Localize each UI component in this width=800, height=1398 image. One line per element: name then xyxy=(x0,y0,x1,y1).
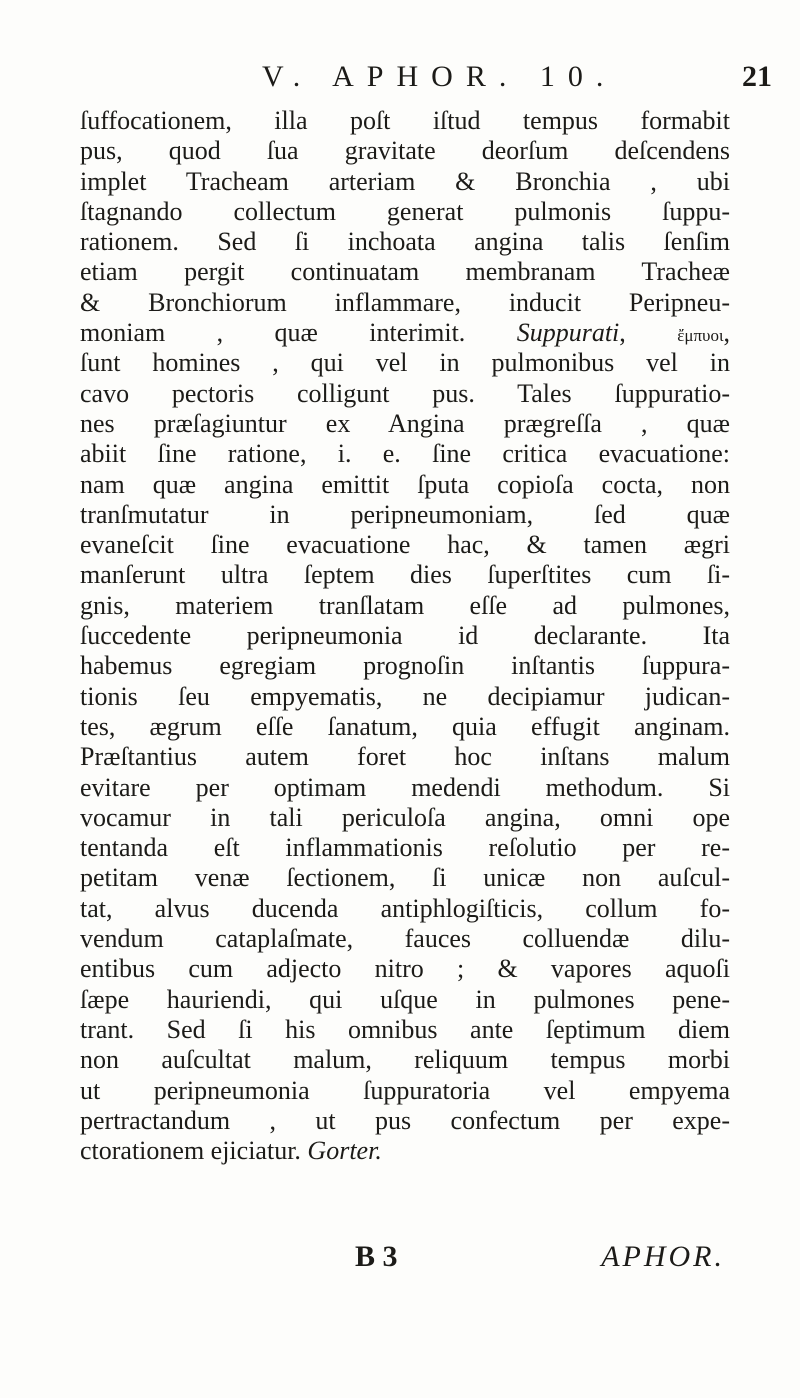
text-line-28: vendum cataplaſmate, fauces colluendæ dilu- xyxy=(80,924,730,954)
text-line-34: pertractandum , ut pus confectum per expe- xyxy=(80,1105,730,1135)
text-line-26: petitam venæ ſectionem, ſi unicæ non auſcul- xyxy=(80,863,730,893)
suppurati-term: Suppurati xyxy=(516,318,620,348)
text-line-23: evitare per optimam medendi methodum. Si xyxy=(80,772,730,802)
catchword: APHOR. xyxy=(601,1240,725,1273)
text-line-1: ſuffocationem, illa poſt iſtud tempus formabit xyxy=(80,106,730,135)
page-footer xyxy=(355,1240,725,1280)
page-header xyxy=(262,60,772,100)
text-line-33: ut peripneumonia ſuppuratoria vel empyema xyxy=(80,1075,730,1105)
text-line-8-main: moniam , quæ interimit. xyxy=(80,318,466,348)
text-line-29: entibus cum adjecto nitro ; & vapores aquoſi xyxy=(80,954,730,984)
text-line-16: manſerunt ultra ſeptem dies ſuperſtites cum ſi- xyxy=(80,560,730,590)
greek-term: ἔμπυοι xyxy=(677,326,724,346)
text-line-6: etiam pergit continuatam membranam Tracheæ xyxy=(80,257,730,287)
text-line-27: tat, alvus ducenda antiphlogiſticis, collum fo- xyxy=(80,893,730,923)
text-line-24: vocamur in tali periculoſa angina, omni ope xyxy=(80,802,730,832)
body-text xyxy=(80,106,730,1166)
text-line-22: Præſtantius autem foret hoc inſtans malum xyxy=(80,742,730,772)
text-line-35 xyxy=(80,1136,730,1166)
text-line-35-main: ctorationem ejiciatur. xyxy=(80,1136,301,1166)
text-line-7: & Bronchiorum inflammare, inducit Peripneu- xyxy=(80,287,730,317)
text-line-32: non auſcultat malum, reliquum tempus morbi xyxy=(80,1045,730,1075)
text-line-3: implet Tracheam arteriam & Bronchia , ubi xyxy=(80,166,730,196)
text-line-18: ſuccedente peripneumonia id declarante. Ita xyxy=(80,621,730,651)
text-line-8: moniam , quæ interimit. Suppurati, ἔμπυοι, xyxy=(80,318,731,348)
page-number: 21 xyxy=(742,60,772,93)
signature-mark: B 3 xyxy=(355,1240,398,1273)
text-line-14: tranſmutatur in peripneumoniam, ſed quæ xyxy=(80,499,730,529)
text-line-19: habemus egregiam prognoſin inſtantis ſuppura- xyxy=(80,651,730,681)
text-line-13: nam quæ angina emittit ſputa copioſa cocta, non xyxy=(80,469,730,499)
text-line-30: ſæpe hauriendi, qui uſque in pulmones pene- xyxy=(80,984,730,1014)
text-line-10: cavo pectoris colligunt pus. Tales ſuppuratio- xyxy=(80,378,730,408)
running-head: V. APHOR. 10. xyxy=(262,60,617,93)
text-line-31: trant. Sed ſi his omnibus ante ſeptimum diem xyxy=(80,1014,730,1044)
text-line-5: rationem. Sed ſi inchoata angina talis ſenſim xyxy=(80,227,730,257)
text-line-17: gnis, materiem tranſlatam eſſe ad pulmones, xyxy=(80,590,730,620)
text-line-21: tes, ægrum eſſe ſanatum, quia effugit anginam. xyxy=(80,711,730,741)
text-line-9: ſunt homines , qui vel in pulmonibus vel in xyxy=(80,348,730,378)
text-line-20: tionis ſeu empyematis, ne decipiamur judican- xyxy=(80,681,730,711)
text-line-2: pus, quod ſua gravitate deorſum deſcendens xyxy=(80,136,730,166)
text-line-15: evaneſcit ſine evacuatione hac, & tamen ægri xyxy=(80,530,730,560)
text-line-12: abiit ſine ratione, i. e. ſine critica evacuatione: xyxy=(80,439,730,469)
text-line-4: ſtagnando collectum generat pulmonis ſuppu- xyxy=(80,196,730,226)
citation-author: Gorter. xyxy=(307,1136,382,1166)
text-line-11: nes præſagiuntur ex Angina prægreſſa , quæ xyxy=(80,408,730,438)
text-line-25: tentanda eſt inflammationis reſolutio per re- xyxy=(80,833,730,863)
